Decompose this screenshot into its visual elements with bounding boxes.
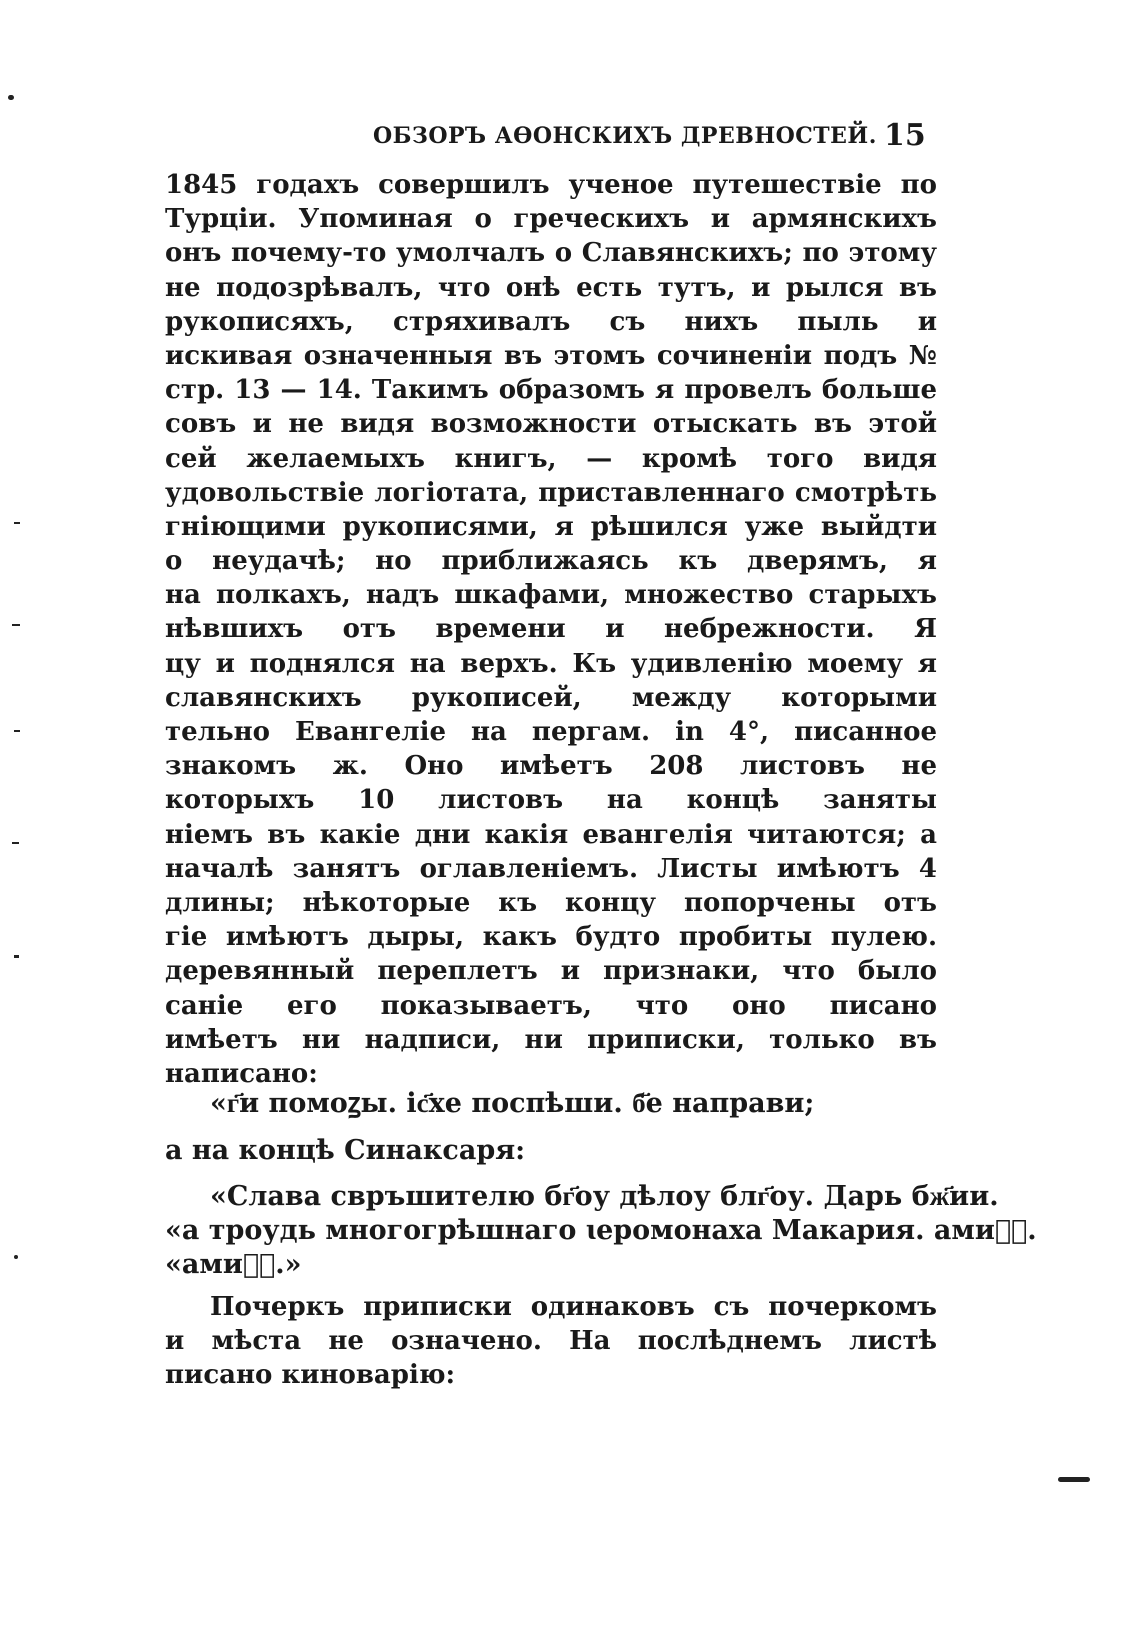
closing-paragraph <box>165 1290 937 1393</box>
text-line: о неудачѣ; но приближаясь къ дверямъ, я <box>165 546 937 577</box>
colophon-quote <box>165 1180 1037 1282</box>
text-line: длины; нѣкоторые къ концу попорчены отъ <box>165 887 937 918</box>
quote-line: «амиⷩ҇.» <box>165 1249 302 1280</box>
text-line: искивая означенныя въ этомъ сочиненіи подъ № <box>165 340 937 371</box>
text-line: которыхъ 10 листовъ на концѣ заняты <box>165 785 937 816</box>
text-line: 1845 годахъ совершилъ ученое путешествіе по <box>165 170 937 200</box>
running-title: ОБЗОРЪ АѲОНСКИХЪ ДРЕВНОСТЕЙ. <box>373 123 877 149</box>
inscription-quote <box>165 1087 955 1121</box>
text-line: цу и поднялся на верхъ. Къ удивленію моему я <box>165 648 937 679</box>
quote-line: «а троудь многогрѣшнаго ꙇеромонаха Макария. амиⷩ҇. <box>165 1215 1037 1246</box>
text-line: гіе имѣютъ дыры, какъ будто пробиты пулею. <box>165 922 937 953</box>
text-line: писано киноварію: <box>165 1360 456 1391</box>
text-line: рукописяхъ, стряхивалъ съ нихъ пыль и <box>165 306 937 337</box>
text-line: нѣвшихъ отъ времени и небрежности. Я <box>165 614 937 645</box>
text-line: имѣетъ ни надписи, ни приписки, только въ <box>165 1024 937 1055</box>
text-line: гніющими рукописями, я рѣшился уже выйдти <box>165 511 937 542</box>
text-line: онъ почему-то умолчалъ о Славянскихъ; по этому <box>165 238 937 269</box>
margin-speck <box>12 842 19 844</box>
margin-speck <box>8 95 14 100</box>
text-line: деревянный переплетъ и признаки, что было <box>165 956 937 987</box>
text-line: написано: <box>165 1058 318 1089</box>
margin-speck <box>1058 1477 1090 1482</box>
text-line: удовольствіе логіотата, приставленнаго смотрѣть <box>165 477 937 508</box>
text-line: и мѣста не означено. На послѣднемъ листѣ <box>165 1326 937 1357</box>
text-line: стр. 13 — 14. Такимъ образомъ я провелъ больше <box>165 375 937 406</box>
text-line: ніемъ въ какіе дни какія евангелія читаются; а <box>165 819 937 850</box>
text-line: не подозрѣвалъ, что онѣ есть тутъ, и рылся въ <box>165 272 937 303</box>
text-line: на полкахъ, надъ шкафами, множество старыхъ <box>165 580 937 611</box>
margin-speck <box>14 522 20 524</box>
margin-speck <box>14 730 20 732</box>
margin-speck <box>14 1255 18 1259</box>
text-line: началѣ занятъ оглавленіемъ. Листы имѣютъ 4 <box>165 853 937 884</box>
text-line: тельно Евангеліе на пергам. in 4°, писанное <box>165 717 937 747</box>
text-line: саніе его показываетъ, что оно писано <box>165 990 937 1021</box>
text-line: славянскихъ рукописей, между которыми <box>165 682 937 713</box>
text-line: а на концѣ Синаксаря: <box>165 1135 526 1166</box>
text-line: сей желаемыхъ книгъ, — кромѣ того видя <box>165 443 937 474</box>
margin-speck <box>14 955 19 958</box>
text-line: знакомъ ж. Оно имѣетъ 208 листовъ не <box>165 751 937 782</box>
text-line: Турціи. Упоминая о греческихъ и армянскихъ <box>165 204 937 235</box>
margin-speck <box>12 624 20 626</box>
text-line: Почеркъ приписки одинаковъ съ почеркомъ <box>210 1292 937 1322</box>
text-line: совъ и не видя возможности отыскать въ этой <box>165 409 937 440</box>
connector-line <box>165 1134 955 1168</box>
page-number: 15 <box>884 118 926 153</box>
quote-line: «г҃и помоꙁы. іс҃хе поспѣши. б҃е направи; <box>210 1088 815 1119</box>
quote-line: «Слава свръшителю бг҃оу дѣлоу блг҃оу. Дарь бж҃ии. <box>210 1181 999 1212</box>
body-paragraph <box>165 168 937 1091</box>
